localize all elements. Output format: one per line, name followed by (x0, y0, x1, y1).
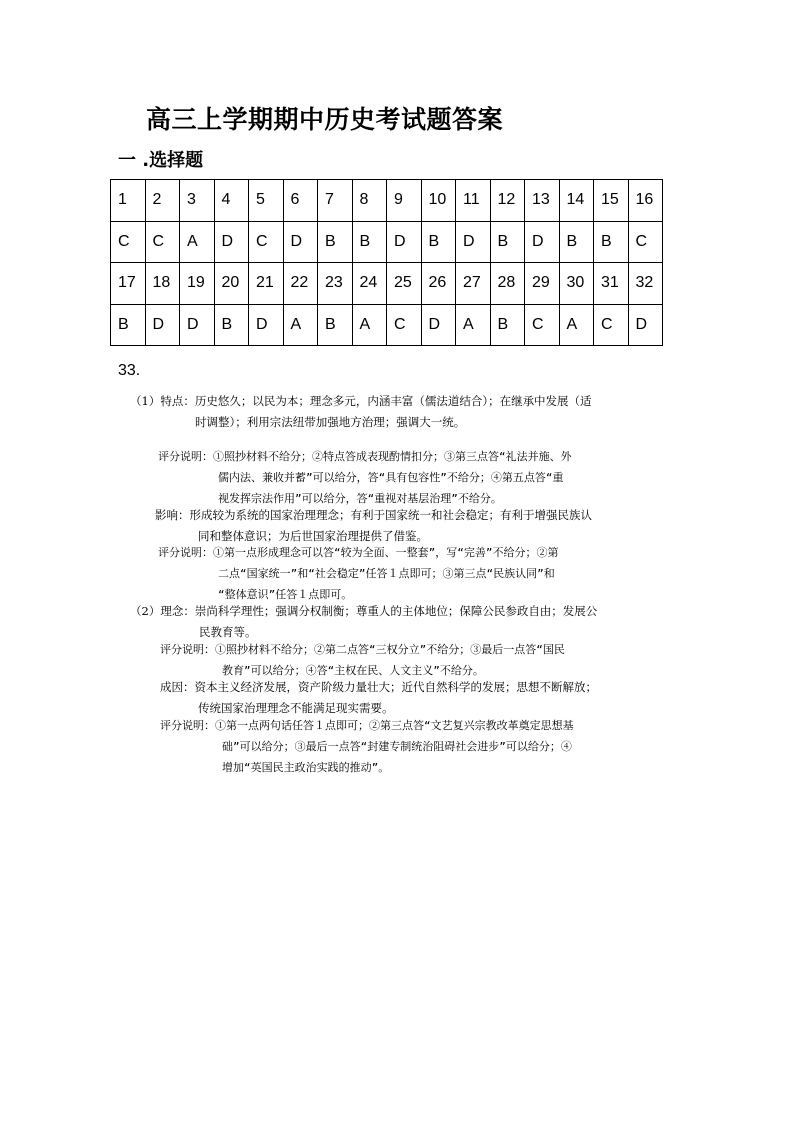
page-title: 高三上学期期中历史考试题答案 (146, 105, 504, 134)
note-line: 评分说明：①第一点两句话任答１点即可；②第三点答“文艺复兴宗教改革奠定思想基 (160, 719, 574, 732)
answer-cell: C (145, 221, 180, 263)
question-number-cell: 14 (559, 180, 594, 222)
impact-scoring-note (158, 542, 559, 605)
cause-line: 传统国家治理理念不能满足现实需要。 (198, 701, 394, 715)
question-number-cell: 8 (352, 180, 387, 222)
answer-cell: B (490, 221, 525, 263)
answer-cell: D (628, 304, 663, 346)
question-number-cell: 3 (180, 180, 215, 222)
answer-cell: D (387, 221, 422, 263)
idea-line: 民教育等。 (199, 625, 257, 639)
impact-line: 同和整体意识；为后世国家治理提供了借鉴。 (198, 529, 428, 543)
answer-cell: B (594, 221, 629, 263)
question-number-cell: 21 (249, 263, 284, 305)
answer-cell: A (180, 221, 215, 263)
note-line: 儒内法、兼收并蓄”可以给分，答“具有包容性”不给分；④第五点答“重 (218, 471, 564, 484)
question-number-cell: 29 (525, 263, 560, 305)
question-number-cell: 4 (214, 180, 249, 222)
answer-cell: B (111, 304, 146, 346)
question-number-cell: 32 (628, 263, 663, 305)
note-line: 视发挥宗法作用”可以给分，答“重视对基层治理”不给分。 (218, 492, 502, 505)
answer-cell: D (525, 221, 560, 263)
feature-scoring-note (158, 446, 572, 509)
question-number-cell: 28 (490, 263, 525, 305)
question-number-cell: 26 (421, 263, 456, 305)
question-number-cell: 31 (594, 263, 629, 305)
feature-line: （1）特点：历史悠久；以民为本；理念多元，内涵丰富（儒法道结合）；在继承中发展（适 (130, 394, 592, 408)
answer-cell: C (628, 221, 663, 263)
question-number-cell: 1 (111, 180, 146, 222)
answer-cell: B (421, 221, 456, 263)
question-number-cell: 15 (594, 180, 629, 222)
answer-cell: D (145, 304, 180, 346)
question-number-cell: 22 (283, 263, 318, 305)
note-line: “整体意识”任答１点即可。 (218, 588, 353, 601)
answer-cell: A (559, 304, 594, 346)
impact-paragraph (155, 505, 592, 547)
answer-cell: C (111, 221, 146, 263)
answer-row (111, 304, 663, 346)
question-number-cell: 25 (387, 263, 422, 305)
answer-cell: C (249, 221, 284, 263)
answer-cell: D (283, 221, 318, 263)
answer-cell: B (559, 221, 594, 263)
question-number-cell: 20 (214, 263, 249, 305)
answer-cell: B (214, 304, 249, 346)
question-number-cell: 18 (145, 263, 180, 305)
question-number-cell: 9 (387, 180, 422, 222)
question-number: 33. (118, 362, 141, 379)
question-number-cell: 30 (559, 263, 594, 305)
answer-cell: A (456, 304, 491, 346)
note-line: 评分说明：①照抄材料不给分；②第二点答“三权分立”不给分；③最后一点答“国民 (160, 643, 565, 656)
note-line: 础”可以给分；③最后一点答“封建专制统治阻碍社会进步”可以给分；④ (222, 740, 572, 753)
question-number-cell: 23 (318, 263, 353, 305)
question-number-cell: 10 (421, 180, 456, 222)
note-line: 增加“英国民主政治实践的推动”。 (222, 761, 390, 774)
note-line: 评分说明：①第一点形成理念可以答“较为全面、一整套”，写“完善”不给分；②第 (158, 546, 559, 559)
question-number-cell: 12 (490, 180, 525, 222)
idea-paragraph (130, 601, 597, 643)
question-number-cell: 5 (249, 180, 284, 222)
feature-paragraph (130, 391, 592, 433)
cause-line: 成因：资本主义经济发展，资产阶级力量壮大；近代自然科学的发展；思想不断解放； (160, 680, 597, 694)
answer-table (110, 179, 663, 346)
question-number-row (111, 180, 663, 222)
answer-cell: B (352, 221, 387, 263)
section-heading: 一 .选择题 (118, 150, 204, 171)
answer-cell: D (456, 221, 491, 263)
answer-cell: D (421, 304, 456, 346)
answer-cell: D (249, 304, 284, 346)
answer-cell: C (387, 304, 422, 346)
answer-cell: C (525, 304, 560, 346)
question-number-cell: 27 (456, 263, 491, 305)
note-line: 评分说明：①照抄材料不给分；②特点答成表现酌情扣分；③第三点答“礼法并施、外 (158, 450, 572, 463)
answer-cell: D (180, 304, 215, 346)
question-number-cell: 24 (352, 263, 387, 305)
question-number-cell: 11 (456, 180, 491, 222)
question-number-cell: 6 (283, 180, 318, 222)
question-number-cell: 7 (318, 180, 353, 222)
answer-cell: B (318, 304, 353, 346)
idea-scoring-note (160, 639, 565, 681)
answer-cell: B (490, 304, 525, 346)
feature-line: 时调整）；利用宗法纽带加强地方治理；强调大一统。 (195, 415, 466, 429)
question-number-cell: 13 (525, 180, 560, 222)
question-number-cell: 16 (628, 180, 663, 222)
cause-paragraph (160, 677, 597, 719)
answer-cell: D (214, 221, 249, 263)
answer-row (111, 221, 663, 263)
question-number-cell: 17 (111, 263, 146, 305)
answer-cell: A (283, 304, 318, 346)
answer-cell: B (318, 221, 353, 263)
note-line: 二点“国家统一”和“社会稳定”任答１点即可；③第三点“民族认同”和 (218, 567, 555, 580)
answer-cell: C (594, 304, 629, 346)
note-line: 教育”可以给分；④答“主权在民、人文主义”不给分。 (222, 664, 484, 677)
cause-scoring-note (160, 715, 574, 778)
question-number-row (111, 263, 663, 305)
idea-line: （2）理念：崇尚科学理性；强调分权制衡；尊重人的主体地位；保障公民参政自由；发展公 (130, 604, 598, 618)
impact-line: 影响：形成较为系统的国家治理理念；有利于国家统一和社会稳定；有利于增强民族认 (155, 508, 592, 522)
question-number-cell: 19 (180, 263, 215, 305)
answer-cell: A (352, 304, 387, 346)
question-number-cell: 2 (145, 180, 180, 222)
